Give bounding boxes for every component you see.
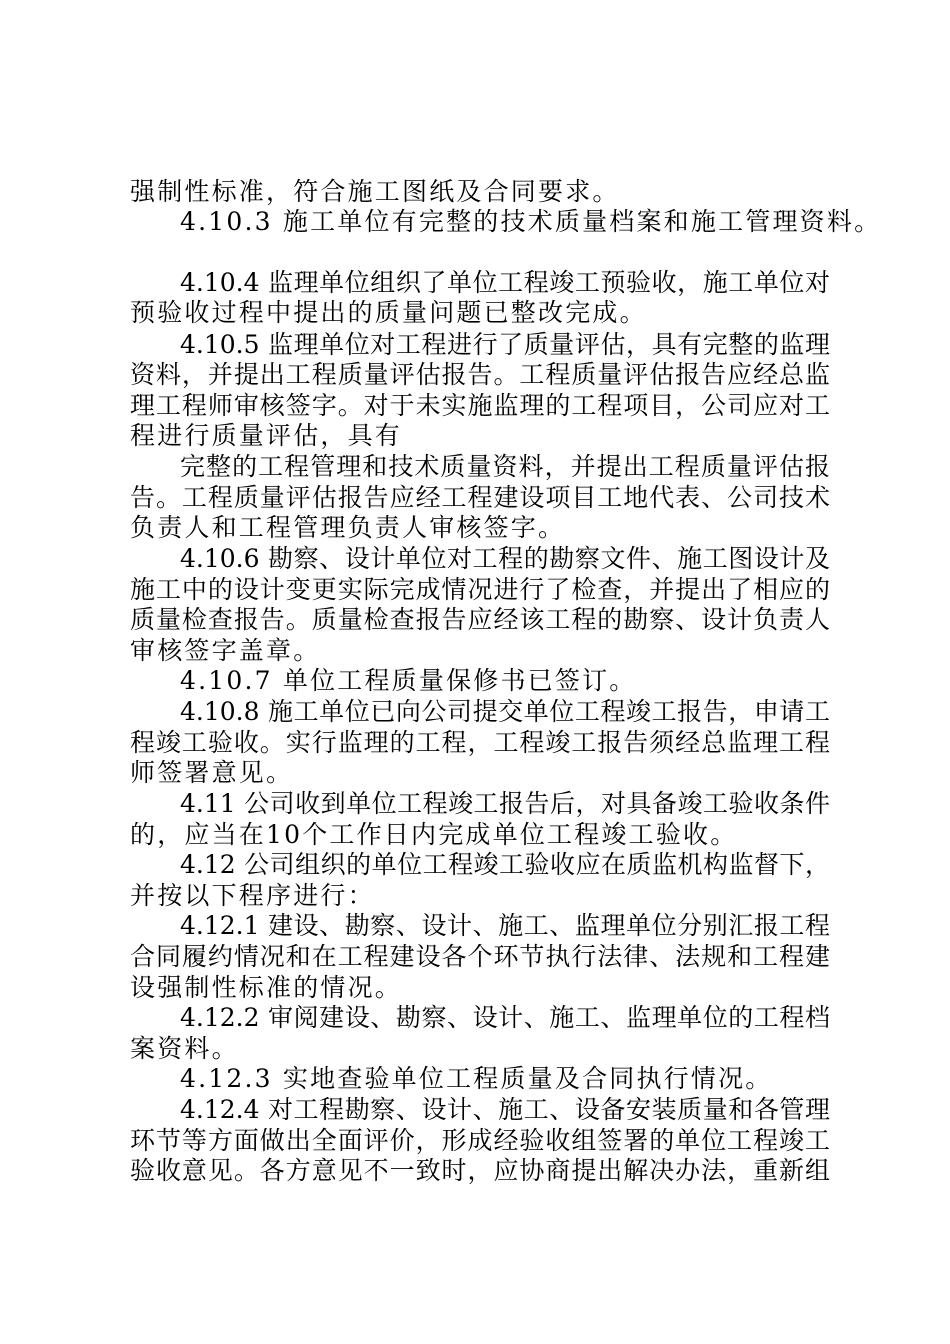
text-line: 4.10.5 监理单位对工程进行了质量评估，具有完整的监理 xyxy=(180,330,830,359)
text-line: 4.12.2 审阅建设、勘察、设计、施工、监理单位的工程档 xyxy=(180,1003,830,1032)
text-line: 4.12 公司组织的单位工程竣工验收应在质监机构监督下， xyxy=(180,850,830,879)
text-line: 4.12.4 对工程勘察、设计、施工、设备安装质量和各管理 xyxy=(180,1095,830,1124)
text-line: 并按以下程序进行： xyxy=(130,881,375,910)
text-line: 4.10.6 勘察、设计单位对工程的勘察文件、施工图设计及 xyxy=(180,544,830,573)
text-line: 预验收过程中提出的质量问题已整改完成。 xyxy=(130,298,647,327)
text-line: 4.10.7 单位工程质量保修书已签订。 xyxy=(180,666,637,695)
text-line: 强制性标准，符合施工图纸及合同要求。 xyxy=(130,177,620,206)
text-line: 案资料。 xyxy=(130,1034,239,1063)
text-line: 4.10.8 施工单位已向公司提交单位工程竣工报告，申请工 xyxy=(180,697,830,726)
text-line: 程进行质量评估，具有 xyxy=(130,421,403,450)
text-line: 的，应当在10个工作日内完成单位工程竣工验收。 xyxy=(130,820,738,849)
text-line: 资料，并提出工程质量评估报告。工程质量评估报告应经总监 xyxy=(130,360,830,389)
text-line: 程竣工验收。实行监理的工程，工程竣工报告须经总监理工程 xyxy=(130,728,830,757)
text-line: 环节等方面做出全面评价，形成经验收组签署的单位工程竣工 xyxy=(130,1126,830,1155)
text-line: 告。工程质量评估报告应经工程建设项目工地代表、公司技术 xyxy=(130,483,830,512)
text-line: 设强制性标准的情况。 xyxy=(130,973,403,1002)
text-line: 4.11 公司收到单位工程竣工报告后，对具备竣工验收条件 xyxy=(180,789,830,818)
text-line: 完整的工程管理和技术质量资料，并提出工程质量评估报 xyxy=(180,452,830,481)
text-line: 合同履约情况和在工程建设各个环节执行法律、法规和工程建 xyxy=(130,942,830,971)
text-line: 4.10.3 施工单位有完整的技术质量档案和施工管理资料。 xyxy=(180,207,882,236)
text-line: 施工中的设计变更实际完成情况进行了检查，并提出了相应的 xyxy=(130,575,830,604)
text-line: 理工程师审核签字。对于未实施监理的工程项目，公司应对工 xyxy=(130,391,830,420)
text-line: 质量检查报告。质量检查报告应经该工程的勘察、设计负责人 xyxy=(130,605,830,634)
text-line: 验收意见。各方意见不一致时，应协商提出解决办法，重新组 xyxy=(130,1156,830,1185)
text-line: 负责人和工程管理负责人审核签字。 xyxy=(130,513,566,542)
text-line: 审核签字盖章。 xyxy=(130,636,321,665)
text-line: 4.10.4 监理单位组织了单位工程竣工预验收，施工单位对 xyxy=(180,268,830,297)
text-line: 4.12.3 实地查验单位工程质量及合同执行情况。 xyxy=(180,1064,773,1093)
text-line: 师签署意见。 xyxy=(130,758,294,787)
text-line: 4.12.1 建设、勘察、设计、施工、监理单位分别汇报工程 xyxy=(180,911,830,940)
